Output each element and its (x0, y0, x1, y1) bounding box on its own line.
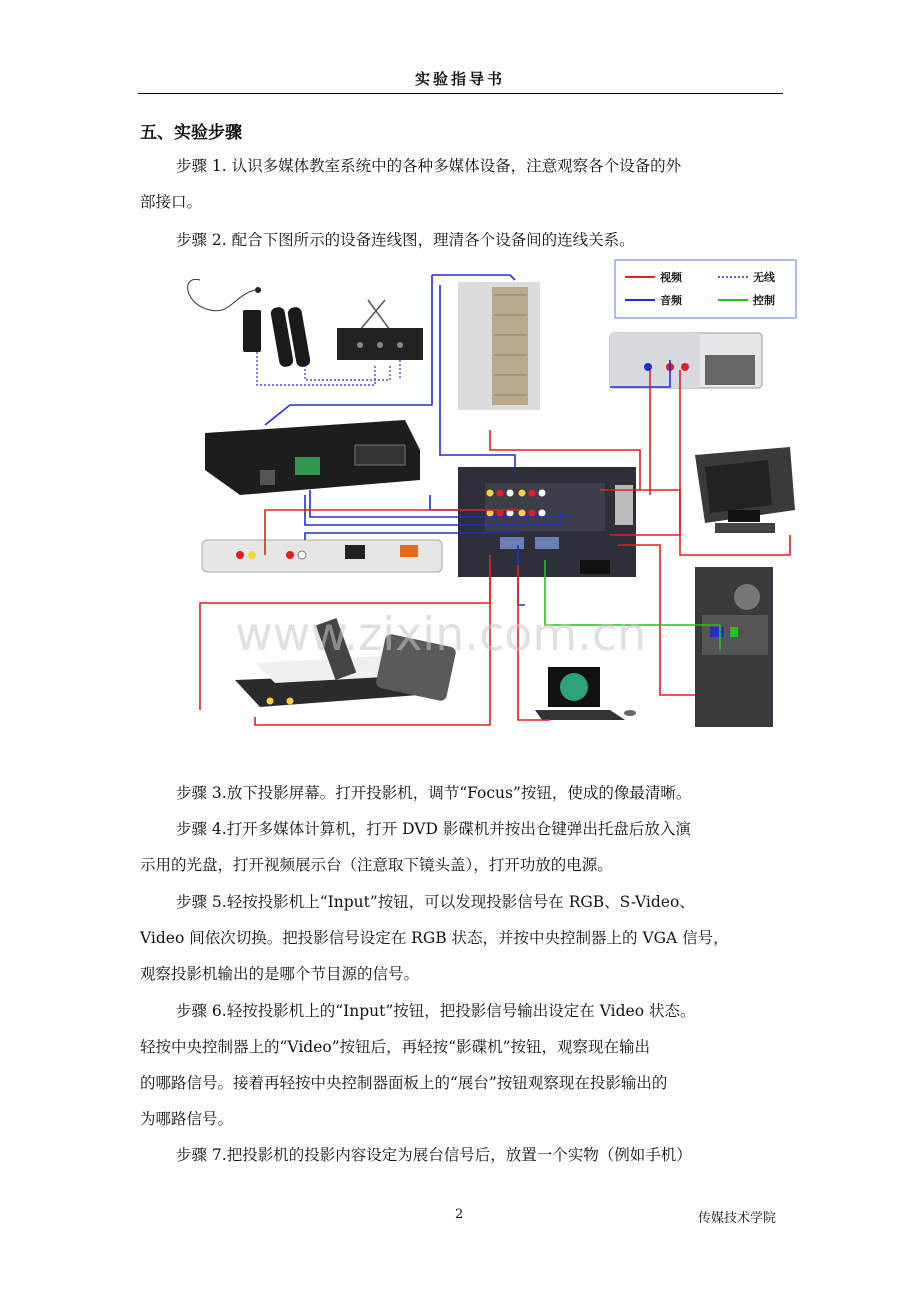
connection-diagram (140, 255, 800, 735)
power-amplifier (205, 420, 420, 495)
wireless-microphones (188, 279, 311, 367)
step-5-line-1: 步骤 5.轻按投影机上“Input”按钮，可以发现投影信号在 RGB、S-Video、 (176, 893, 695, 911)
step-3 (140, 775, 785, 811)
footer-school: 传媒技术学院 (698, 1211, 777, 1226)
header-title: 实验指导书 (414, 70, 505, 88)
step-5 (140, 884, 785, 992)
step-4-line-1: 步骤 4.打开多媒体计算机，打开 DVD 影碟机并按出仓键弹出托盘后放入演 (176, 820, 691, 838)
computer-tower (695, 567, 773, 727)
step-1 (140, 148, 785, 220)
central-controller (458, 467, 636, 577)
step-2-line-1: 步骤 2. 配合下图所示的设备连线图，理清各个设备间的连线关系。 (176, 231, 635, 249)
legend-video-label: 视频 (660, 271, 682, 284)
header-rule (138, 93, 783, 94)
legend-wireless-label: 无线 (753, 271, 775, 284)
step-1-line-1: 步骤 1. 认识多媒体教室系统中的各种多媒体设备，注意观察各个设备的外 (176, 157, 682, 175)
speaker-column (458, 282, 540, 410)
step-5-line-2: Video 间依次切换。把投影信号设定在 RGB 状态，并按中央控制器上的 VGA 信号， (140, 929, 729, 947)
wireless-receiver (337, 300, 423, 360)
step-6-line-1: 步骤 6.轻按投影机上的“Input”按钮，把投影信号输出设定在 Video 状态。 (176, 1002, 696, 1020)
watermark: www.zixin.com.cn (235, 607, 647, 661)
step-5-line-3: 观察投影机输出的是哪个节目源的信号。 (140, 965, 420, 983)
legend-audio-label: 音频 (660, 294, 682, 307)
step-7 (140, 1137, 785, 1173)
dvd-player (202, 540, 442, 572)
laptop (535, 667, 636, 720)
step-6 (140, 993, 785, 1137)
projector (610, 333, 762, 388)
step-4-line-2: 示用的光盘，打开视频展示台（注意取下镜头盖），打开功放的电源。 (140, 856, 613, 874)
crt-monitor (695, 447, 795, 533)
legend-control-label: 控制 (753, 294, 775, 307)
step-6-line-2: 轻按中央控制器上的“Video”按钮后，再轻按“影碟机”按钮，观察现在输出 (140, 1038, 651, 1056)
step-6-line-4: 为哪路信号。 (140, 1110, 234, 1128)
step-3-line-1: 步骤 3.放下投影屏幕。打开投影机，调节“Focus”按钮，使成的像最清晰。 (176, 784, 692, 802)
section-title: 五、实验步骤 (140, 123, 242, 143)
step-2 (140, 222, 785, 258)
step-1-line-2: 部接口。 (140, 193, 203, 211)
step-4 (140, 811, 785, 883)
step-6-line-3: 的哪路信号。接着再轻按中央控制器面板上的“展台”按钮观察现在投影输出的 (140, 1074, 668, 1092)
step-7-line-1: 步骤 7.把投影机的投影内容设定为展台信号后，放置一个实物（例如手机） (176, 1146, 692, 1164)
page-number: 2 (455, 1207, 464, 1222)
legend-box (615, 260, 796, 318)
